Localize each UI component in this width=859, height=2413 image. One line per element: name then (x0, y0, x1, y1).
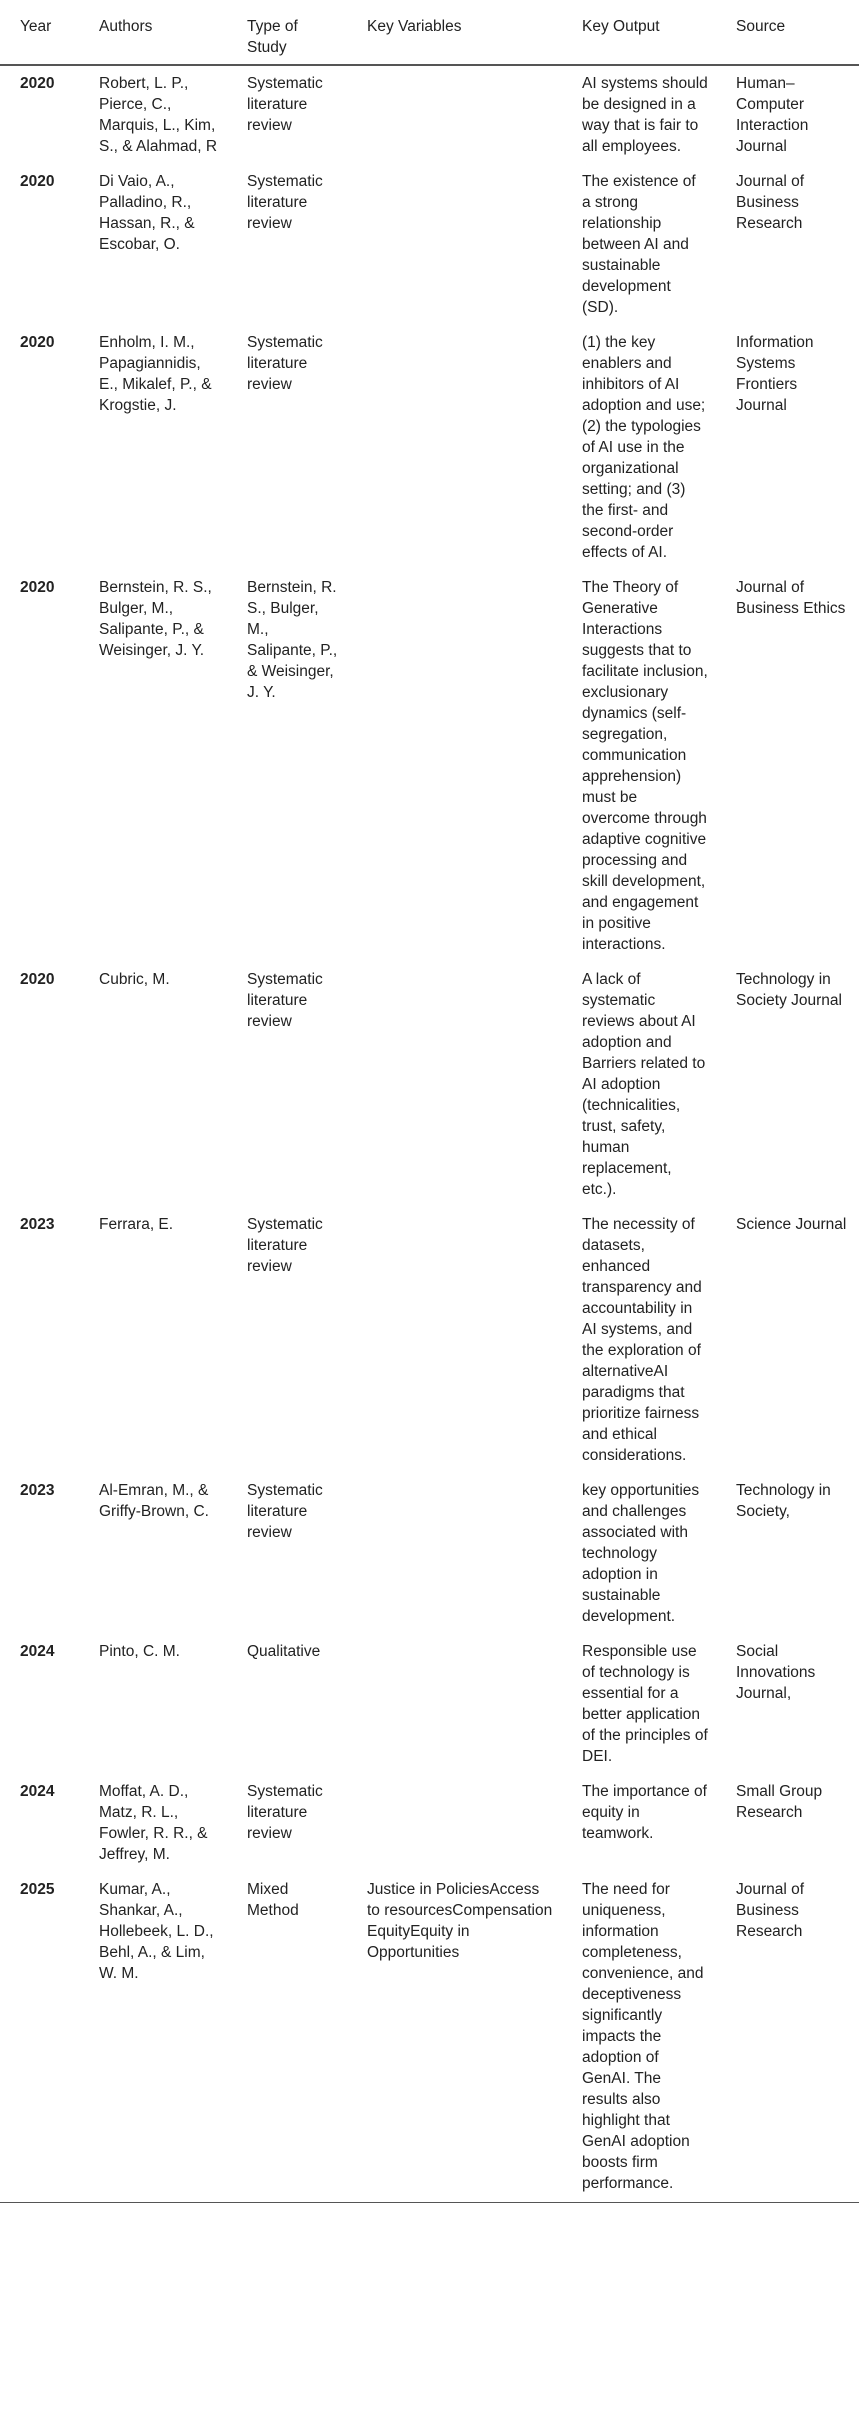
header-key-output: Key Output (562, 0, 716, 65)
cell-variables (347, 1207, 562, 1473)
cell-authors: Moffat, A. D., Matz, R. L., Fowler, R. R., & Jeffrey, M. (99, 1783, 208, 1863)
cell-source: Journal of Business Research (736, 173, 805, 232)
cell-variables (347, 1473, 562, 1634)
header-year: Year (0, 0, 79, 65)
cell-authors: Pinto, C. M. (99, 1643, 180, 1660)
cell-year: 2025 (0, 1872, 79, 2203)
cell-type: Systematic literature review (247, 1216, 323, 1275)
cell-year: 2024 (20, 1783, 55, 1800)
cell-variables (347, 65, 562, 164)
cell-variables (347, 570, 562, 962)
table-row (0, 570, 859, 962)
cell-type: Systematic literature review (247, 334, 323, 393)
cell-authors: Di Vaio, A., Palladino, R., Hassan, R., & Escobar, O. (99, 173, 195, 253)
table-header-row (0, 0, 859, 65)
cell-output: key opportunities and challenges associated with technology adoption in sustainable development. (582, 1482, 700, 1625)
cell-type: Systematic literature review (247, 971, 323, 1030)
table-row (0, 1473, 859, 1634)
header-key-variables: Key Variables (347, 0, 562, 65)
cell-type: Mixed Method (227, 1872, 347, 2203)
cell-year: 2020 (20, 173, 55, 190)
cell-output: The existence of a strong relationship between AI and sustainable development (SD). (582, 173, 696, 316)
table-row (0, 1774, 859, 1872)
cell-type: Systematic literature review (247, 75, 323, 134)
cell-variables (347, 962, 562, 1207)
cell-source: Technology in Society Journal (736, 971, 842, 1009)
cell-output: The importance of equity in teamwork. (582, 1783, 707, 1842)
cell-authors: Robert, L. P., Pierce, C., Marquis, L., Kim, S., & Alahmad, R (99, 75, 218, 155)
cell-type: Bernstein, R. S., Bulger, M., Salipante, P., & Weisinger, J. Y. (247, 579, 338, 701)
cell-authors: Bernstein, R. S., Bulger, M., Salipante, P., & Weisinger, J. Y. (99, 579, 212, 659)
cell-type: Qualitative (247, 1643, 321, 1660)
table-row (0, 1634, 859, 1774)
cell-output: The necessity of datasets, enhanced transparency and accountability in AI systems, and the exploration of alternativeAI paradigms that prioritize fairness and ethical considerations. (582, 1216, 702, 1464)
cell-type: Systematic literature review (247, 1482, 323, 1541)
table-row (0, 1872, 859, 2203)
cell-year: 2020 (20, 75, 55, 92)
cell-authors: Kumar, A., Shankar, A., Hollebeek, L. D., Behl, A., & Lim, W. M. (79, 1872, 227, 2203)
cell-variables (347, 1774, 562, 1872)
table-row (0, 325, 859, 570)
cell-year: 2020 (20, 971, 55, 988)
cell-year: 2024 (20, 1643, 55, 1660)
cell-year: 2023 (20, 1216, 55, 1233)
cell-variables: Justice in PoliciesAccess to resourcesCompensation EquityEquity in Opportunities (347, 1872, 562, 2203)
cell-source: Journal of Business Ethics (736, 579, 846, 617)
cell-year: 2020 (20, 334, 55, 351)
header-source: Source (716, 0, 859, 65)
cell-year: 2023 (20, 1482, 55, 1499)
cell-source: Social Innovations Journal, (736, 1643, 816, 1702)
cell-source: Journal of Business Research (716, 1872, 859, 2203)
cell-output: AI systems should be designed in a way that is fair to all employees. (582, 75, 708, 155)
cell-source: Human–Computer Interaction Journal (736, 75, 809, 155)
cell-source: Technology in Society, (736, 1482, 831, 1520)
cell-output: The need for uniqueness, information completeness, convenience, and deceptiveness significantly impacts the adoption of GenAI. The results also highlight that GenAI adoption boosts firm performance. (562, 1872, 716, 2203)
cell-authors: Enholm, I. M., Papagiannidis, E., Mikalef, P., & Krogstie, J. (99, 334, 212, 414)
cell-source: Science Journal (736, 1216, 847, 1233)
cell-type: Systematic literature review (247, 1783, 323, 1842)
cell-variables (347, 164, 562, 325)
table-row (0, 962, 859, 1207)
cell-output: Responsible use of technology is essential for a better application of the principles of DEI. (582, 1643, 708, 1765)
cell-output: (1) the key enablers and inhibitors of AI adoption and use; (2) the typologies of AI use in the organizational setting; and (3) the first- and second-order effects of AI. (582, 334, 706, 561)
cell-source: Information Systems Frontiers Journal (736, 334, 814, 414)
table-row (0, 65, 859, 164)
cell-output: A lack of systematic reviews about AI adoption and Barriers related to AI adoption (technicalities, trust, safety, human replacement, etc.). (582, 971, 706, 1198)
header-type-of-study: Type of Study (227, 0, 347, 65)
cell-authors: Al-Emran, M., & Griffy-Brown, C. (99, 1482, 209, 1520)
header-authors: Authors (79, 0, 227, 65)
table-row (0, 164, 859, 325)
cell-type: Systematic literature review (247, 173, 323, 232)
cell-authors: Ferrara, E. (99, 1216, 174, 1233)
cell-source: Small Group Research (736, 1783, 823, 1821)
cell-variables (347, 1634, 562, 1774)
cell-year: 2020 (20, 579, 55, 596)
table-row (0, 1207, 859, 1473)
cell-variables (347, 325, 562, 570)
cell-authors: Cubric, M. (99, 971, 170, 988)
cell-output: The Theory of Generative Interactions suggests that to facilitate inclusion, exclusionary dynamics (self-segregation, communication apprehension) must be overcome through adaptive cognitive processing and skill development, and engagement in positive interactions. (582, 579, 708, 953)
